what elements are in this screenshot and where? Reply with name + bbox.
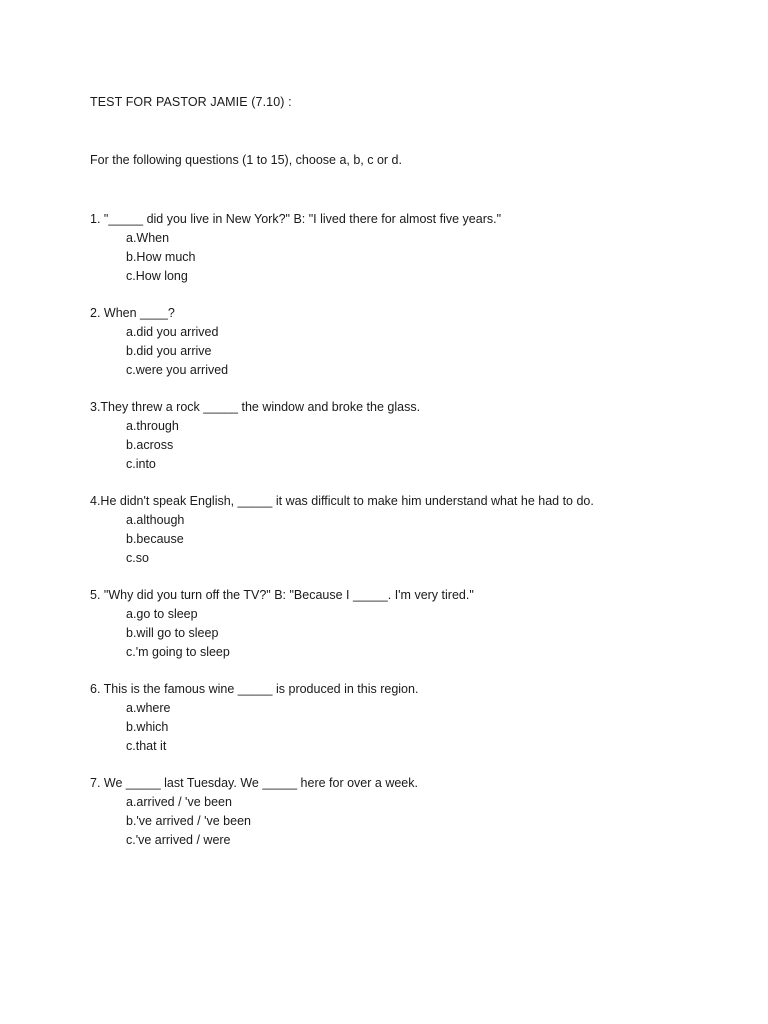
question-list <box>90 210 730 868</box>
question-text: 5. "Why did you turn off the TV?" B: "Because I _____. I'm very tired." <box>90 588 474 602</box>
instructions-text: For the following questions (1 to 15), choose a, b, c or d. <box>90 153 402 167</box>
option-a: a.where <box>126 701 171 715</box>
question-4 <box>90 492 730 568</box>
option-a: a.did you arrived <box>126 325 219 339</box>
option-a: a.through <box>126 419 179 433</box>
option-b: b.How much <box>126 250 196 264</box>
option-b: b.'ve arrived / 've been <box>126 814 251 828</box>
question-text: 3.They threw a rock _____ the window and broke the glass. <box>90 400 421 414</box>
option-a: a.When <box>126 231 170 245</box>
option-b: b.because <box>126 532 184 546</box>
option-c: c.How long <box>126 269 188 283</box>
option-c: c.into <box>126 457 156 471</box>
option-a: a.arrived / 've been <box>126 795 232 809</box>
question-2 <box>90 304 730 380</box>
option-c: c.were you arrived <box>126 363 229 377</box>
option-c: c.that it <box>126 739 167 753</box>
question-text: 2. When ____? <box>90 306 175 320</box>
question-text: 1. "_____ did you live in New York?" B: "I lived there for almost five years." <box>90 212 502 226</box>
option-b: b.did you arrive <box>126 344 212 358</box>
option-c: c.'m going to sleep <box>126 645 230 659</box>
option-list <box>90 793 730 850</box>
option-list <box>90 511 730 568</box>
question-6 <box>90 680 730 756</box>
question-text: 6. This is the famous wine _____ is produced in this region. <box>90 682 419 696</box>
option-list <box>90 605 730 662</box>
question-7 <box>90 774 730 850</box>
question-5 <box>90 586 730 662</box>
option-a: a.although <box>126 513 185 527</box>
option-list <box>90 323 730 380</box>
question-1 <box>90 210 730 286</box>
document-title: TEST FOR PASTOR JAMIE (7.10) : <box>90 95 292 109</box>
option-b: b.which <box>126 720 169 734</box>
question-text: 4.He didn't speak English, _____ it was difficult to make him understand what he had to do. <box>90 494 594 508</box>
option-list <box>90 229 730 286</box>
option-a: a.go to sleep <box>126 607 198 621</box>
question-3 <box>90 398 730 474</box>
option-c: c.'ve arrived / were <box>126 833 231 847</box>
question-text: 7. We _____ last Tuesday. We _____ here for over a week. <box>90 776 418 790</box>
option-b: b.across <box>126 438 174 452</box>
option-c: c.so <box>126 551 149 565</box>
option-b: b.will go to sleep <box>126 626 219 640</box>
option-list <box>90 699 730 756</box>
option-list <box>90 417 730 474</box>
